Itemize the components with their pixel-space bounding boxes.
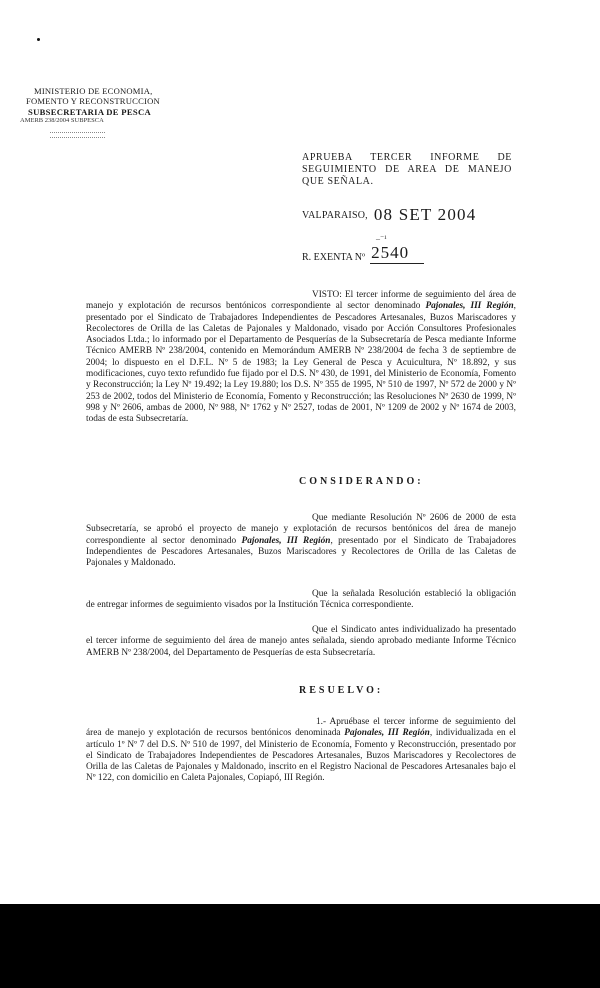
considerando-p1-rest: , presentado por el Sindicato de Trabajadores Independientes de Pescadores Artesanales, Buzos Mariscadores y Recolectores de Orilla de las Caletas de Pajonales y Maldonado. (86, 535, 516, 569)
resuelvo-p1-lead: 1.- Apruébase el tercer informe de seguimiento del área de manejo y explotación de recursos bentónicos denominada (86, 717, 516, 739)
resolution-label: R. EXENTA Nº (302, 252, 366, 263)
stamp-smudge (50, 128, 120, 146)
resuelvo-paragraph-1 (86, 717, 516, 785)
visto-rest: , presentado por el Sindicato de Trabajadores Independientes de Pescadores Artesanales, Buzos Mariscadores y Recolectores de Orilla de las Caletas de Pajonales y Maldonado, visado por Acción Consultores Profesionales Asociados Ltda.; lo informado por el Departamento de Pesquerías de la Subsecretaría de Pesca mediante Informe Técnico AMERB Nº 238/2004, contenido en Memorándum AMERB Nº 238/2004 de fecha 3 de septiembre de 2004; lo dispuesto en el D.F.L. Nº 5 de 1983; la Ley General de Pesca y Acuicultura, Nº 18.892, y sus modificaciones, cuyo texto refundido fue fijado por el D.S. Nº 430, de 1991, del Ministerio de Economía, Fomento y Reconstrucción; la Ley Nº 19.492; la Ley 19.880; los D.S. Nº 355 de 1995, Nº 510 de 1997, Nº 572 de 2000 y Nº 253 de 2002, todos del Ministerio de Economía, Fomento y Reconstrucción; las Resoluciones Nº 2630 de 1999, Nº 998 y Nº 2606, ambas de 2000, Nº 988, Nº 1762 y Nº 2527, todas de 2001, Nº 1209 de 2002 y Nº 1674 de 2003, todas de esta Subsecretaría. (86, 301, 516, 425)
considerando-paragraph-1 (86, 513, 516, 569)
scan-black-border (0, 904, 600, 988)
letterhead-line-3: SUBSECRETARIA DE PESCA (28, 106, 151, 117)
visto-sector: Pajonales, III Región (425, 301, 514, 312)
letterhead-line-4: AMERB 238/2004 SUBPESCA (20, 116, 104, 124)
resuelvo-heading: RESUELVO: (299, 685, 384, 696)
letterhead-line-1: MINISTERIO DE ECONOMIA, (34, 86, 153, 96)
considerando-paragraph-2 (86, 589, 516, 612)
subject-line-2: SEGUIMIENTO DE AREA DE MANEJO (302, 164, 512, 175)
visto-paragraph (86, 290, 516, 426)
considerando-heading: CONSIDERANDO: (299, 476, 424, 487)
considerando-paragraph-3 (86, 625, 516, 659)
letterhead-line-2: FOMENTO Y RECONSTRUCCION (26, 96, 160, 107)
considerando-p1-lead: Que mediante Resolución Nº 2606 de 2000 de esta Subsecretaría, se aprobó el proyecto de manejo y explotación de recursos bentónicos del área de manejo correspondiente al sector denominado (86, 513, 516, 546)
scan-speck (37, 38, 40, 41)
considerando-p2-text: Que la señalada Resolución estableció la obligación de entregar informes de seguimiento visados por la Institución Técnica correspondiente. (86, 589, 516, 611)
dateline-date-stamp: 08 SET 2004 (373, 205, 477, 224)
subject-line-1: APRUEBA TERCER INFORME DE (302, 152, 512, 163)
subject-line-3: QUE SEÑALA. (302, 176, 374, 187)
dateline (302, 205, 476, 225)
dateline-place: VALPARAISO, (302, 210, 368, 221)
resuelvo-p1-sector: Pajonales, III Región (344, 728, 430, 739)
visto-lead: VISTO: El tercer informe de seguimiento del área de manejo y explotación de recursos bentónicos correspondiente al sector denominado (86, 290, 516, 312)
subject-block (302, 152, 512, 188)
resolution-number-stamp: 2540 (371, 243, 410, 262)
resolution-number-line (302, 243, 409, 263)
resolution-underline (370, 263, 424, 264)
considerando-p3-text: Que el Sindicato antes individualizado ha presentado el tercer informe de seguimiento del área de manejo antes señalada, siendo aprobado mediante Informe Técnico AMERB Nº 238/2004, del Departamento de Pesquerías de esta Subsecretaría. (86, 625, 516, 658)
resuelvo-p1-rest: , individualizada en el artículo 1º Nº 7 del D.S. Nº 510 de 1997, del Ministerio de Economía, Fomento y Reconstrucción, presentado por el Sindicato de Trabajadores Independientes de Pescadores Artesanales, Buzos Mariscadores y Recolectores de Orilla de las Caletas de Pajonales y Maldonado, inscrito en el Registro Nacional de Pescadores Artesanales bajo el Nº 122, con domicilio en Caleta Pajonales, Copiapó, III Región. (86, 728, 516, 784)
ministry-letterhead (14, 86, 189, 125)
considerando-p1-sector: Pajonales, III Región (241, 535, 331, 546)
scan-mark: –⁻¹ (376, 234, 387, 243)
